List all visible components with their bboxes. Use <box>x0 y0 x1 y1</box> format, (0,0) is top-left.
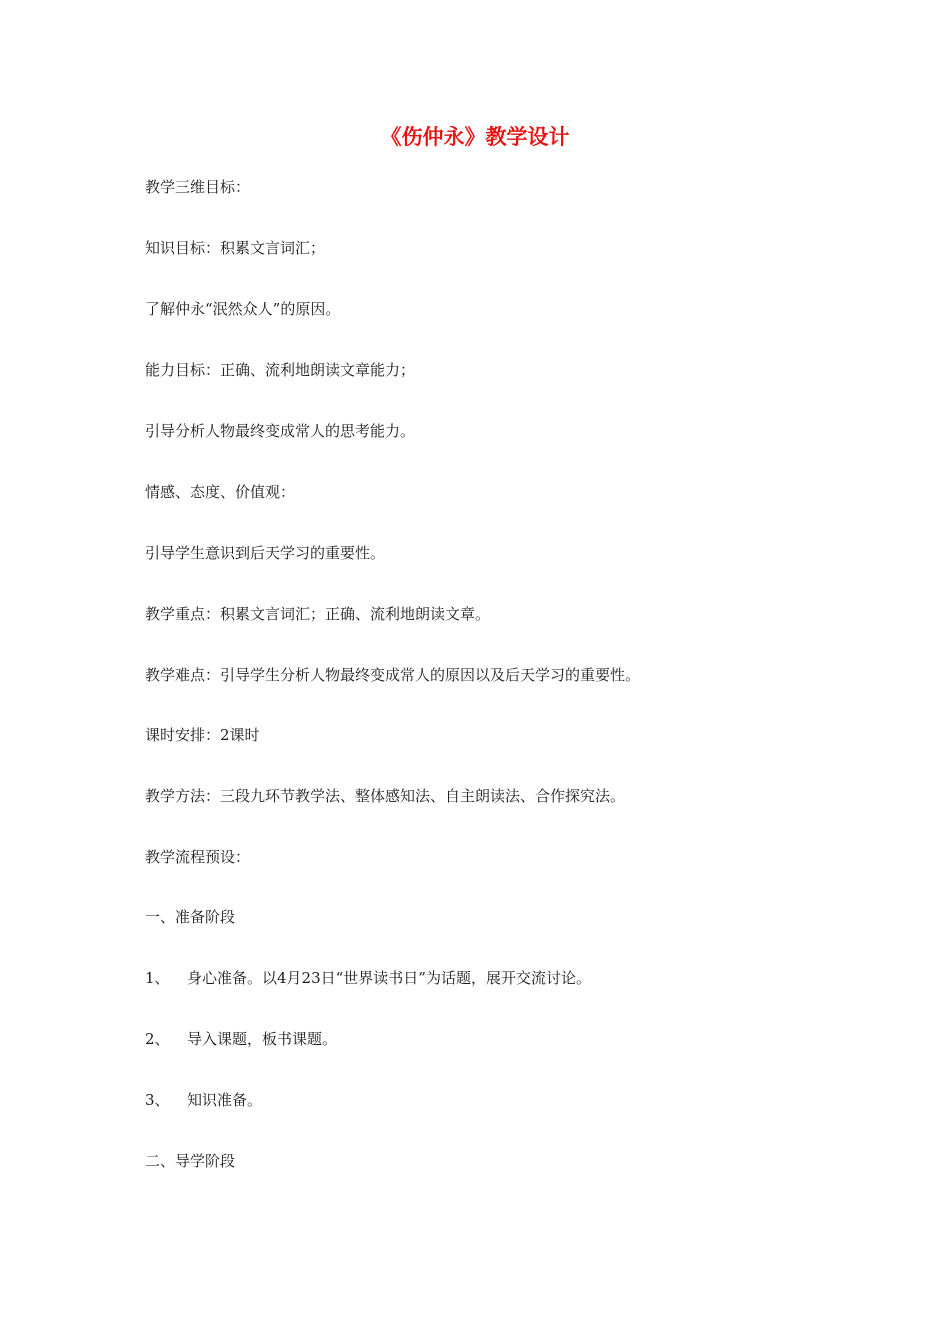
list-item <box>145 1089 262 1111</box>
paragraph-ability-goal: 能力目标：正确、流利地朗读文章能力； <box>145 361 416 379</box>
list-item <box>145 967 591 989</box>
list-item-text: 知识准备。 <box>187 1091 263 1109</box>
paragraph-difficulties: 教学难点：引导学生分析人物最终变成常人的原因以及后天学习的重要性。 <box>145 666 641 684</box>
paragraph-key-points: 教学重点：积累文言词汇；正确、流利地朗读文章。 <box>145 605 491 623</box>
list-item-number: 2、 <box>145 1030 170 1048</box>
paragraph-emotion-goal: 引导学生意识到后天学习的重要性。 <box>145 544 386 562</box>
list-item-text: 导入课题，板书课题。 <box>187 1030 338 1048</box>
paragraph-methods: 教学方法：三段九环节教学法、整体感知法、自主朗读法、合作探究法。 <box>145 787 626 805</box>
paragraph-goals-heading: 教学三维目标： <box>145 178 251 196</box>
list-item-number: 3、 <box>145 1091 170 1109</box>
paragraph-knowledge-goal-2: 了解仲永“泯然众人”的原因。 <box>145 300 341 318</box>
paragraph-schedule: 课时安排：2课时 <box>145 726 260 744</box>
paragraph-emotion-heading: 情感、态度、价值观： <box>145 483 296 501</box>
paragraph-ability-goal-2: 引导分析人物最终变成常人的思考能力。 <box>145 422 416 440</box>
paragraph-process-heading: 教学流程预设： <box>145 848 251 866</box>
list-item-number: 1、 <box>145 969 170 987</box>
list-item <box>145 1028 337 1050</box>
list-item-text: 身心准备。以4月23日“世界读书日”为话题，展开交流讨论。 <box>187 969 591 987</box>
document-title: 《伤仲永》教学设计 <box>380 125 570 149</box>
section-heading-preparation: 一、准备阶段 <box>145 908 236 926</box>
paragraph-knowledge-goal: 知识目标：积累文言词汇； <box>145 239 326 257</box>
section-heading-guided-learning: 二、导学阶段 <box>145 1152 236 1170</box>
